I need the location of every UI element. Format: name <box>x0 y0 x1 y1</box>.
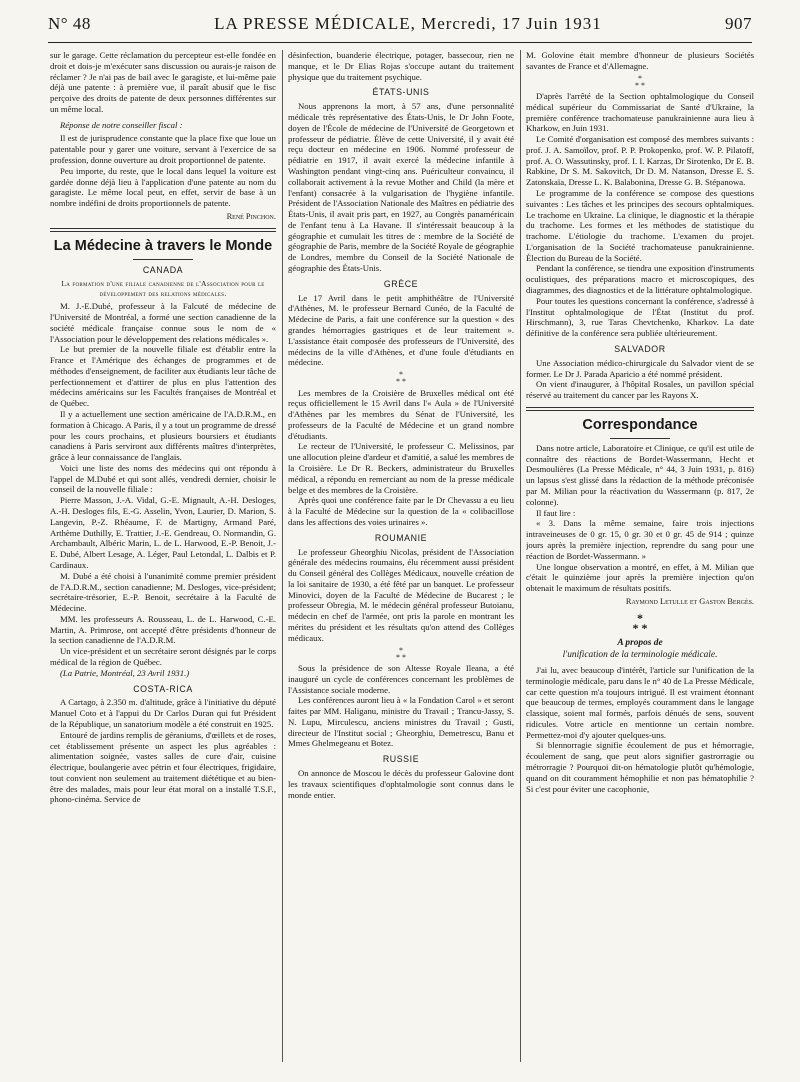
paragraph: On vient d'inaugurer, à l'hôpital Rosales, un pavillon spécial réservé au traitement du cancer par les Rayons X. <box>526 379 754 401</box>
paragraph: M. J.-E.Dubé, professeur à la Falcuté de médecine de l'Université de Montréal, a formé une section canadienne de la société médicale française connue sous le nom de « l'Association pour le développement des relations médicales ». <box>50 301 276 344</box>
paragraph: Un vice-président et un secrétaire seront désignés par le corps médical de la région de Québec. <box>50 646 276 667</box>
paragraph: Une Association médico-chirurgicale du Salvador vient de se former. Le Dr J. Parada Aparicio a été nommé président. <box>526 357 754 379</box>
signature: Raymond Letulle et Gaston Bergès. <box>625 596 754 606</box>
header-rule <box>48 42 752 43</box>
country-heading: GRÈCE <box>383 278 419 289</box>
paragraph: A Cartago, à 2.350 m. d'altitude, grâce à l'initiative du député Manuel Coto et à l'appui du Dr Carlos Duran qui fut Président de la République, un sanatorium modèle a été construit en 1925. <box>50 697 276 730</box>
paragraph: Il est de jurisprudence constante que la place fixe que loue un patentable pour y garer une voiture, servant à l'exercice de sa profession, donne ouverture au droit proportionnel de patente. <box>50 133 276 166</box>
paragraph: J'ai lu, avec beaucoup d'intérêt, l'article sur l'unification de la terminologie médicale, paru dans le n° 40 de La Presse Médicale, car cette question m'a toujours intrigué. Il est vraiment étonnant que beaucoup de termes, employés couramment dans le langage classique, soient mal formés, parfois dénués de sens, souvent ridicules. Votre article en mentionne un certain nombre. Permettez-moi d'y ajouter quelques-uns. <box>526 664 754 740</box>
page-header <box>48 14 752 40</box>
source-citation: (La Patrie, Montréal, 23 Avril 1931.) <box>60 667 190 678</box>
country-heading: ROUMANIE <box>374 532 428 543</box>
title-rule <box>610 438 670 439</box>
paragraph: D'après l'arrêté de la Section ophtalmologique du Conseil médical supérieur du Commissariat de Santé d'Ukraine, la première conférence trachomateuse panukrainienne aura lieu à Kharkow, en Juin 1931. <box>526 90 754 134</box>
title-rule <box>133 259 193 260</box>
page-number: 907 <box>724 14 752 33</box>
paragraph: Les conférences auront lieu à « la Fondation Carol » et seront faites par MM. Haliganu, ministre du Travail ; Trancu-Jassy, S. N. Lupu, Mirculescu, anciens ministres du Travail ; Gusti, directeur de l'Institut social ; Gheorghiu, Demetrescu, Banu et Mmes Ghelmegeanu et Botez. <box>288 695 514 749</box>
paragraph: Le 17 Avril dans le petit amphithéâtre de l'Université d'Athènes, M. le professeur Bernard Cunéo, de la Faculté de Médecine de Paris, a fait une conférence sur la question « des grandes hémorragies gastriques et de leur traitement ». L'assistance était composée des professeurs de l'Université, des médecins de la ville d'Athènes, et d'une foule d'étudiants en médecine. <box>288 292 514 368</box>
paragraph: Voici une liste des noms des médecins qui ont répondu à l'appel de M.Dubé et qui sont allés, vendredi dernier, choisir le conseil de la nouvelle filiale : <box>50 462 276 495</box>
paragraph: Sous la présidence de son Altesse Royale Ileana, a été inauguré un cycle de conférences concernant les problèmes de l'Assistance sociale moderne. <box>288 662 514 695</box>
journal-title: LA PRESSE MÉDICALE, Mercredi, 17 Juin 1931 <box>214 14 602 33</box>
separator-stars: * * * <box>632 611 648 636</box>
column-3 <box>526 50 754 1072</box>
paragraph: Pierre Masson, J.-A. Vidal, G.-E. Mignault, A.-H. Desloges, A.-H. Desloges fils, E.-G. Asselin, Yvon, Laurier, D. Marion, S. Langevin, P.-Z. Rhéaume, F. de Martigny, Armand Paré, Arthème Duthilly, E. Trattier, J.-E. Gendreau, O. Normandin, G. Archambault, Albéric Marin, L. de L. Harwood, E.-P. Benoit, J.-E. Dubé, Albert Lesage, A. Léger, Paul Letondal, L. Dalbis et P. Cardinaux. <box>50 495 276 570</box>
section-title: Correspondance <box>582 416 698 433</box>
paragraph: Il y a actuellement une section américaine de l'A.D.R.M., en formation à Chicago. A Paris, il y a tout un programme de dressé pour les cours prochains, et plusieurs boursiers et étudiants canadiens à Paris serviront aux différents maîtres d'interprètes, grâce à leur connaissance de l'anglais. <box>50 409 276 463</box>
paragraph: Le programme de la conférence se compose des questions suivantes : Les tâches et les principes des secours ophtalmiques. Le trachome en Ukraine. La clinique, le diagnostic et la thérapie du trachome. Les formes et les méthodes de statistique du trachome. L'étiologie du trachome. L'examen du projet. L'organisation de la Société trachomateuse panukrainienne. Élection du Bureau de la Société. <box>526 187 754 263</box>
paragraph: Si blennorragie signifie écoulement de pus et hémorragie, écoulement de sang, que peut alors signifier gastrorragie ou métrorragie ? Pourquoi dit-on hématologie plutôt qu'hémologie, quand on dit couramment hémophilie et non pas hématophilie ? Si c'est pour éviter une cacophonie, <box>526 740 754 794</box>
article-title: l'unification de la terminologie médicale. <box>562 650 718 661</box>
paragraph: Pour toutes les questions concernant la conférence, s'adressé à l'Institut ophtalmologique de l'État (Institut du prof. Hirschmann), 3, rue Taras Chevtchenko, Kharkov. La date définitive de la conférence sera publiée ultérieurement. <box>526 295 754 339</box>
paragraph: On annonce de Moscou le décès du professeur Galovine dont les travaux scientifiques d'ophtalmologie sont connus dans le monde entier. <box>288 768 514 800</box>
article-title: A propos de <box>617 637 663 648</box>
section-rule <box>526 407 754 411</box>
country-heading: COSTA-RICA <box>133 683 193 694</box>
signature: René Pinchon. <box>226 211 276 221</box>
paragraph: MM. les professeurs A. Rousseau, L. de L. Harwood, C.-E. Martin, A. Primrose, ont accepté d'être présidents d'honneur de la section canadienne de l'A.D.R.M. <box>50 613 276 646</box>
separator-stars: * * * <box>396 645 406 662</box>
column-2 <box>288 50 514 1072</box>
article-subtitle: La formation d'une filiale canadienne de l'Association pour le développement des relations médicales. <box>61 279 265 298</box>
issue-number: N° 48 <box>48 14 91 33</box>
paragraph: Après quoi une conférence faite par le Dr Chevassu a eu lieu à la Faculté de Médecine sur la question de la « colibacillose dans les affections des voies urinaires ». <box>288 495 514 527</box>
country-heading: RUSSIE <box>382 754 420 765</box>
paragraph: Entouré de jardins remplis de géraniums, d'œillets et de roses, cet établissement présente un aspect les plus agréables : alimentation soignée, vastes salles de cure d'air, cuisine électrique, boulangerie avec pétrin et four électriques, frigidaire, tout convient non seulement au traitement diététique et au bien-être des malades, mais pour leur état moral on a installé T.S.F., phono-cinéma. Service de <box>50 729 276 805</box>
paragraph: « 3. Dans la même semaine, faire trois injections intraveineuses de 0 gr. 15, 0 gr. 30 et 0 gr. 45 de 914 ; quinze jours après la première injection, reprendre du sang pour une réaction de Bordet-Wassermann. » <box>526 518 754 561</box>
country-heading: CANADA <box>142 265 184 276</box>
country-heading: SALVADOR <box>614 343 666 354</box>
paragraph: Les membres de la Croisière de Bruxelles médical ont été reçus officiellement le 15 Avril dans l'« Aula » de l'Université d'Athènes par les membres du Sénat de l'Université, les professeurs de la Faculté de Médecine et un grand nombre d'étudiants. <box>288 387 514 441</box>
section-title: La Médecine à travers le Monde <box>53 238 273 255</box>
separator-stars: * * * <box>396 370 406 387</box>
country-heading: ÉTATS-UNIS <box>372 87 430 98</box>
paragraph: Il faut lire : <box>536 507 576 518</box>
column-rule <box>520 50 521 1062</box>
paragraph: Nous apprenons la mort, à 57 ans, d'une personnalité médicale très représentative des États-Unis, le Dr John Foote, doyen de l'École de médecine de l'Université de Georgetown et professeur de pédiatrie. Élève de cette Université, il y avait été reçu docteur en médecine en 1906. Nommé professeur de pédiatrie en 1917, il avait exercé la médecine infantile à Washington pendant vingt-cinq ans. Puériculteur convaincu, il collaborait activement à la revue Mother and Child (la mère et l'enfant) consacrée à la vulgarisation de l'hygiène infantile. Président de l'Association Nationale des Maîtres en pédiatrie des États-Unis, il avait pris part, en 1927, au Congrès panaméricain de l'enfant tenu à La Havane. Il s'intéressait beaucoup à la géographie et cumulait les titres de : membre de la Société de géographie de Paris, membre de la Société Royale de géographie de Londres, membre du Conseil de la Société Nationale de géographie des États-Unis. <box>288 101 514 273</box>
section-rule <box>50 228 276 232</box>
column-rule <box>282 50 283 1062</box>
separator-stars: * * * <box>635 73 645 90</box>
paragraph: M. Dubé a été choisi à l'unanimité comme premier président de l'A.D.R.M., section canadienne; M. Desloges, vice-président; secrétaire-trésorier, E.-P. Benoit, secrétaire à la Faculté de Médecine. <box>50 570 276 614</box>
paragraph: Le professeur Gheorghiu Nicolas, président de l'Association générale des médecins roumains, élu récemment aussi président du Conseil général des Collèges Médicaux, nouvelle création de la loi sanitaire de 1930, a été fêté par un banquet. Le professeur Minovici, doyen de la Faculté de Médecine de Bucarest ; le professeur Obregia, M. le médecin général professeur Butoianu, médecin en chef de l'armée, ont pris la parole en montrant les mérites du président et les résultats qu'on attend des Collèges médicaux. <box>288 546 514 643</box>
paragraph: Le recteur de l'Université, le professeur C. Melissinos, par une allocution pleine d'ardeur et d'amitié, a salué les membres de la Croisière. Le Dr R. Beckers, administrateur du Bruxelles médical, a répondu en remerciant au nom de la presse médicale belge et des membres de la Croisière. <box>288 441 514 495</box>
column-1 <box>50 50 276 1072</box>
answer-label: Réponse de notre conseiller fiscal : <box>60 119 183 130</box>
paragraph: Dans notre article, Laboratoire et Clinique, ce qu'il est utile de connaître des réactions de Bordet-Wassermann, Hecht et Desmoulières (La Presse Médicale, n° 44, 3 Juin 1931, p. 816) un lapsus s'est glissé dans la rédaction de la méthode préconisée par M. Milian pour la réactivation du Wassermann (p. 817, 2e colonne). <box>526 442 754 507</box>
paragraph: Pendant la conférence, se tiendra une exposition d'instruments oculistiques, des préparations macro et microscopiques, des diagrammes, des diagnostics et de la littérature ophtalmologique. <box>526 263 754 295</box>
paragraph: M. Golovine était membre d'honneur de plusieurs Sociétés savantes de France et d'Allemagne. <box>526 50 754 71</box>
paragraph: désinfection, buanderie électrique, potager, bassecour, rien ne manque, et le Dr Elias Rojas s'occupe autant du traitement physique que du traitement psychique. <box>288 50 514 82</box>
paragraph: Peu importe, du reste, que le local dans lequel la voiture est gardée donne déjà lieu à l'application d'une patente au nom du garagiste. Le même local peut, en effet, servir de base à un nombre indéfini de droits proportionnels de patente. <box>50 165 276 209</box>
paragraph: Le but premier de la nouvelle filiale est d'établir entre la France et l'Amérique des échanges de programmes et de méthodes d'enseignement, de faciliter aux étudiants leur tâche de perfectionnement et d'attirer de plus en plus l'attention des médecins américains sur les Facultés françaises de Montréal et de Québec. <box>50 344 276 409</box>
paragraph: sur le garage. Cette réclamation du percepteur est-elle fondée en droit et dois-je m'exécuter sans discussion ou aurais-je raison de réclamer ? Je n'ai pas de bail avec le garagiste, et lui-même paie déjà une patente : à première vue, il paraît abusif que le fisc perçoive des droits de patente de deux personnes différentes sur un même local. <box>50 50 276 114</box>
paragraph: Une longue observation a montré, en effet, à M. Milian que c'était le quinzième jour après la première injection qu'on obtenait le maximum de résultats positifs. <box>526 561 754 594</box>
paragraph: Le Comité d'organisation est composé des membres suivants : prof. J. A. Samoïlov, prof. P. P. Prokopenko, prof. W. P. Pilatoff, prof. A. O. Wassutinsky, prof. I. I. Karzas, Dr Sirotenko, Dr E. B. Rabkine, Dr S. M. Sakovitch, Dr D. M. Natanson, Dresse E. S. Zatonskaïa, Dresse L. K. Balabonina, Dresse G. B. Stépanowa. <box>526 134 754 188</box>
